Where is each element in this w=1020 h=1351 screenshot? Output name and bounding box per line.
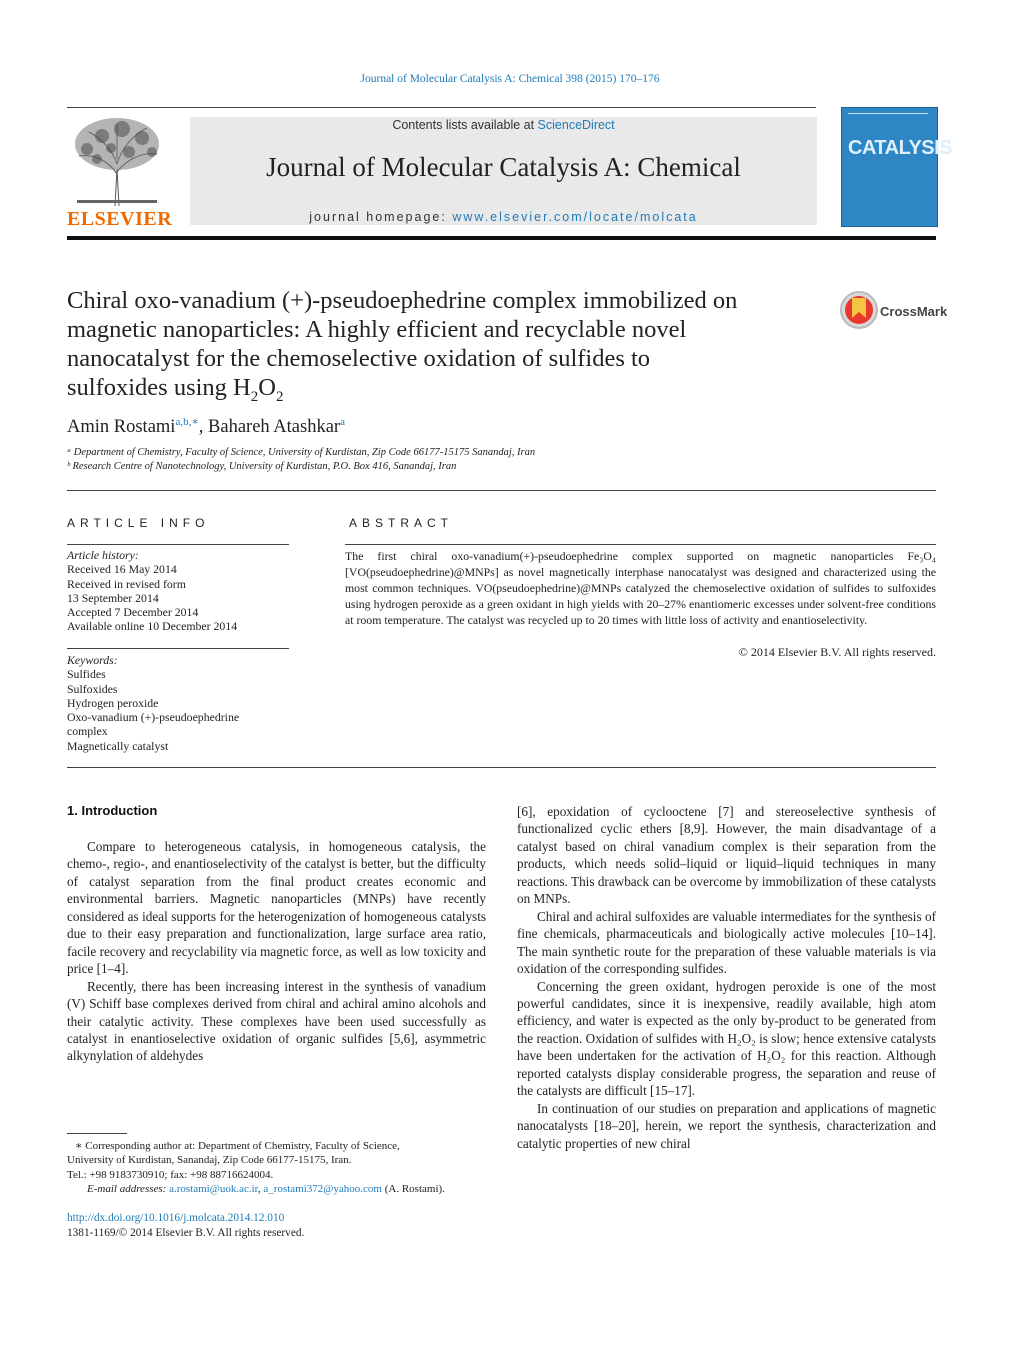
article-info-rule	[67, 544, 289, 545]
abstract-heading: ABSTRACT	[349, 516, 454, 530]
elsevier-tree-logo	[67, 114, 167, 208]
paragraph: Chiral and achiral sulfoxides are valuable intermediates for the synthesis of fine chemicals, pharmaceuticals and biologically active molecules [10–14]. The main synthetic route for the preparation of these valuable materials is via oxidation of the corresponding sulfides.	[517, 908, 936, 977]
footnote-line: Tel.: +98 9183730910; fax: +98 88716624004.	[67, 1168, 274, 1181]
keyword-item: complex	[67, 724, 108, 739]
footnote-line: ∗ Corresponding author at: Department of Chemistry, Faculty of Science,	[75, 1140, 400, 1152]
keyword-item: Oxo-vanadium (+)-pseudoephedrine	[67, 710, 240, 725]
footnote-rule	[67, 1133, 127, 1134]
keyword-item: Sulfides	[67, 667, 106, 682]
author-2[interactable]: Bahareh Atashkar	[208, 417, 341, 438]
article-info-heading: ARTICLE INFO	[67, 516, 210, 530]
keyword-item: Sulfoxides	[67, 681, 118, 696]
title-line-2: magnetic nanoparticles: A highly efficient and recyclable novel	[67, 316, 687, 343]
journal-homepage	[190, 210, 817, 224]
history-item: Available online 10 December 2014	[67, 619, 238, 634]
paragraph: [6], epoxidation of cyclooctene [7] and stereoselective synthesis of functionalized cyclic ethers [8,9]. However, the main disadvantage of a catalyst based on chiral vanadium complex is their separation from the products, which needs solid–liquid or liquid–liquid techniques in many reactions. This drawback can be overcome by immobilization of these catalysts on MNPs.	[517, 804, 936, 907]
cover-decoration	[848, 113, 928, 134]
title-line-1: Chiral oxo-vanadium (+)-pseudoephedrine complex immobilized on	[67, 287, 738, 314]
article-title	[67, 286, 827, 412]
crossmark-icon[interactable]	[840, 290, 878, 330]
history-label: Article history:	[67, 548, 139, 562]
email-line	[67, 1182, 486, 1196]
contents-prefix: Contents lists available at	[392, 118, 538, 132]
abstract-rule	[345, 544, 936, 545]
keywords-label: Keywords:	[67, 653, 118, 667]
author-1-affiliations[interactable]: a,b,∗	[175, 416, 199, 428]
paragraph: Compare to heterogeneous catalysis, in homogeneous catalysis, the chemo-, regio-, and enantioselectivity of the catalyst is better, but the difficulty of catalyst separation from the final product creates economic and environmental barriers. Magnetic nanoparticles (MNPs) have recently considered as ideal supports for the heterogenization of homogeneous catalysts due to their easy preparation and functionalization, large surface area ratio, facile recovery and recyclability via magnetic force, as well as low toxicity and price [1–4].	[67, 839, 486, 977]
header-top-rule	[67, 107, 816, 108]
paragraph: Concerning the green oxidant, hydrogen peroxide is one of the most powerful candidates, since it is inexpensive, readily available, high atom efficiency, and water is expected as the only by-product to be generated from the reaction. Oxidation of sulfides with H₂O₂ is slow; hence extensive catalysts have been undertaken for the activation of H₂O₂ for this reaction. Although reported catalysts display considerable progress, the separation and reuse of the catalysts are difficult [15–17].	[517, 978, 936, 1099]
paragraph: Recently, there has been increasing interest in the synthesis of vanadium (V) Schiff base complexes derived from chiral and achiral amino alcohols and their catalytic activity. These complexes have been used successfully as catalyst in enantioselective oxidation of organic sulfides [5,6], asymmetric alkynylation of aldehydes	[67, 978, 486, 1064]
body-left-column	[67, 838, 486, 1065]
abstract-copyright: © 2014 Elsevier B.V. All rights reserved.	[738, 645, 936, 659]
homepage-link[interactable]: www.elsevier.com/locate/molcata	[452, 210, 698, 224]
author-separator: ,	[198, 417, 209, 438]
history-item: Received 16 May 2014	[67, 562, 177, 577]
crossmark-label[interactable]: CrossMark	[880, 304, 948, 319]
title-line-4-text: sulfoxides using H	[67, 374, 251, 401]
keyword-item: Magnetically catalyst	[67, 738, 169, 753]
abstract-text: The first chiral oxo-vanadium(+)-pseudoephedrine complex supported on magnetic nanoparticles Fe₃O₄ [VO(pseudoephedrine)@MNPs] as novel magnetically interphase nanocatalyst was designed and characterized using the most common techniques. VO(pseudoephedrine)@MNPs catalyzed the chemoselective oxidation of sulfides to sulfoxides using hydrogen peroxide as a green oxidant in high yields with 20–27% enantiomeric excesses under solvent-free conditions at room temperature. The catalyst was recycled up to 20 times with little loss of activity and enantioselectivity.	[345, 549, 936, 627]
journal-citation[interactable]: Journal of Molecular Catalysis A: Chemical 398 (2015) 170–176	[360, 73, 660, 85]
contents-line	[190, 118, 817, 132]
affiliation-b: ᵇ Research Centre of Nanotechnology, University of Kurdistan, P.O. Box 416, Sanandaj, Iran	[67, 461, 457, 472]
title-o: O	[258, 374, 276, 401]
title-sub-1: 2	[250, 388, 259, 405]
issn-line: 1381-1169/© 2014 Elsevier B.V. All rights reserved.	[67, 1227, 305, 1239]
email-separator: ,	[257, 1182, 264, 1195]
journal-title: Journal of Molecular Catalysis A: Chemical	[266, 152, 741, 182]
email-link-2[interactable]: a_rostami372@yahoo.com	[263, 1182, 382, 1195]
section-heading-introduction: 1. Introduction	[67, 803, 158, 818]
email-suffix: (A. Rostami).	[381, 1182, 445, 1195]
keywords	[67, 653, 289, 753]
elsevier-wordmark: ELSEVIER	[67, 208, 173, 230]
history-item: 13 September 2014	[67, 590, 159, 605]
author-2-affiliations[interactable]: a	[340, 416, 345, 428]
article-history	[67, 548, 289, 634]
paragraph: In continuation of our studies on preparation and applications of magnetic nanocatalysts [18–20], herein, we report the synthesis, characterization and catalytic properties of new chiral	[517, 1100, 936, 1151]
body-right-column	[517, 803, 936, 1152]
affiliation-a: ᵃ Department of Chemistry, Faculty of Science, University of Kurdistan, Zip Code 66177-15175 Sanandaj, Iran	[67, 447, 536, 458]
author-list	[67, 415, 345, 438]
body-top-rule	[67, 767, 936, 768]
corresponding-author-footnote	[67, 1139, 486, 1196]
cover-title: CATALYSIS	[848, 137, 953, 159]
doi-link[interactable]: http://dx.doi.org/10.1016/j.molcata.2014.12.010	[67, 1212, 285, 1224]
history-item: Received in revised form	[67, 576, 186, 591]
header-bottom-rule	[67, 236, 936, 240]
keywords-rule	[67, 648, 289, 649]
footnote-line: University of Kurdistan, Sanandaj, Zip Code 66177-15175, Iran.	[67, 1154, 352, 1167]
email-label: E-mail addresses:	[87, 1182, 170, 1195]
title-line-4	[67, 373, 827, 412]
title-line-3: nanocatalyst for the chemoselective oxidation of sulfides to	[67, 345, 651, 372]
title-sub-2: 2	[275, 388, 284, 405]
author-1[interactable]: Amin Rostami	[67, 417, 176, 438]
affiliation-rule	[67, 490, 936, 491]
homepage-label: journal homepage:	[309, 210, 453, 224]
history-item: Accepted 7 December 2014	[67, 605, 199, 620]
keyword-item: Hydrogen peroxide	[67, 695, 159, 710]
email-link-1[interactable]: a.rostami@uok.ac.ir	[169, 1182, 258, 1195]
sciencedirect-link[interactable]: ScienceDirect	[537, 118, 615, 132]
